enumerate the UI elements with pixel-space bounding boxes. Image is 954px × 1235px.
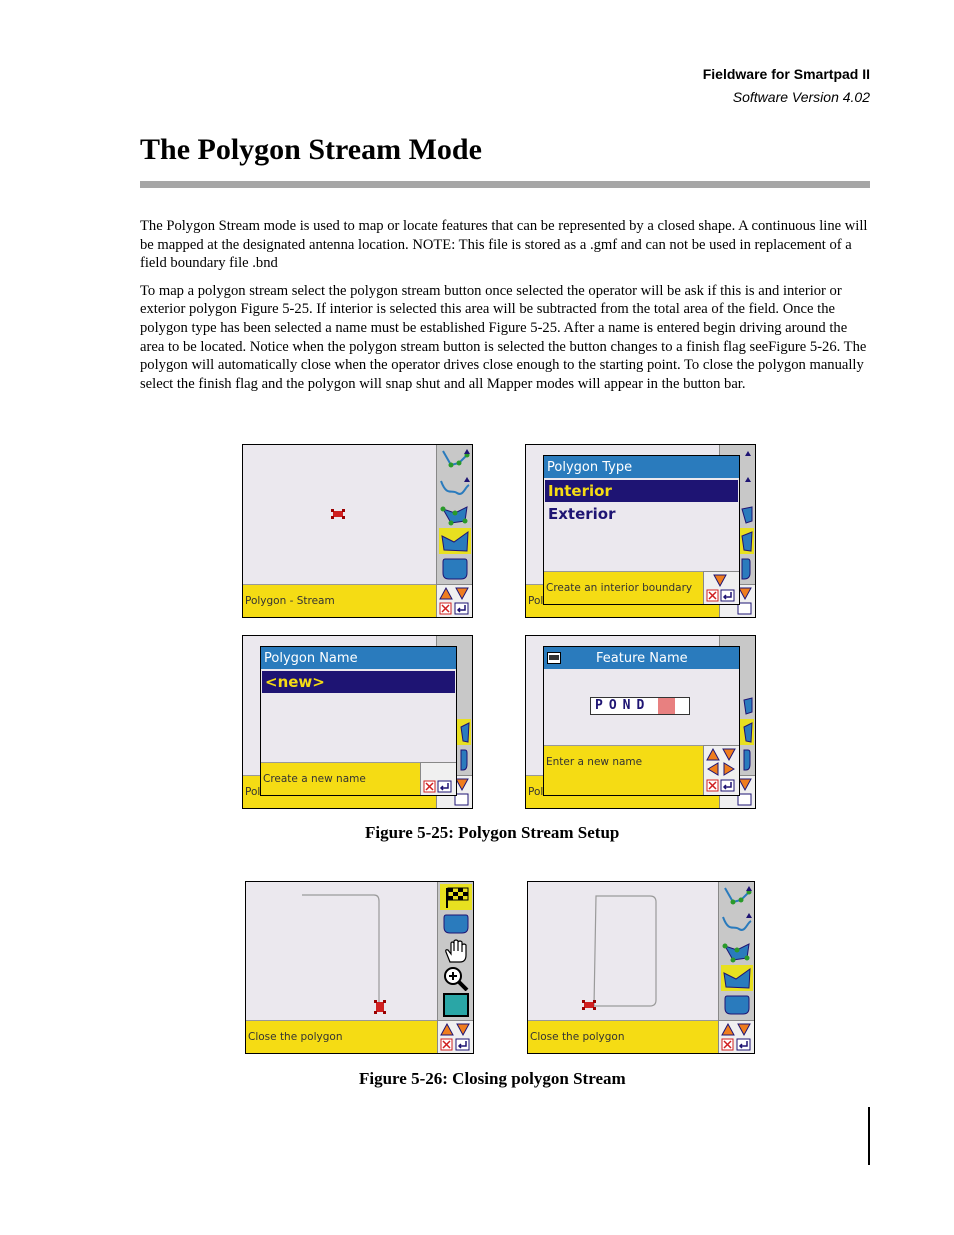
feature-name-input[interactable] [590, 697, 690, 715]
control-arrows-icon[interactable] [438, 1021, 474, 1054]
zoom-button[interactable] [440, 965, 472, 991]
control-pad [436, 584, 472, 617]
pan-button[interactable] [440, 938, 472, 964]
dialog-control-pad [703, 745, 739, 795]
stream-path [246, 882, 438, 1022]
control-pad [718, 1020, 754, 1053]
polygon-stream-button[interactable] [721, 965, 753, 991]
line-points-icon [721, 884, 753, 910]
control-arrows-icon[interactable] [704, 572, 740, 605]
finish-flag-button[interactable] [440, 884, 472, 910]
screen-polygon-name [242, 635, 473, 809]
polygon-points-button[interactable] [721, 938, 753, 964]
line-mode-button[interactable] [439, 447, 471, 473]
polygon-stream-icon [439, 528, 471, 554]
keyboard-icon[interactable] [547, 652, 561, 664]
closed-polygon-path [528, 882, 720, 1022]
dialog-control-pad [703, 571, 739, 604]
feature-name-value: POND [595, 698, 651, 713]
control-arrows-icon[interactable] [704, 746, 740, 796]
line-stream-icon [439, 475, 471, 501]
paragraph-2: To map a polygon stream select the polygon stream button once selected the operator will be ask if this is and interior or exterior polygon Figure 5-25. If interior is selected this area will be subtracted from the total area of the field. Once the polygon type has been selected a name must be established Figure 5-25. After a name is entered begin driving around the area to be located. Notice when the polygon stream button is selected the button changes to a finish flag seeFigure 5-26. The polygon will automatically close when the operator drives close enough to the starting point. To close the polygon manually select the finish flag and the polygon will snap shut and all Mapper modes will appear in the button bar. [140, 282, 867, 392]
change-bar [868, 1107, 870, 1165]
dialog-status: Create an interior boundary [544, 571, 706, 604]
zoom-icon [440, 965, 472, 991]
polygon-stream-button[interactable] [439, 528, 471, 554]
screen-polygon-stream [242, 444, 473, 618]
mode-toolbar [718, 882, 754, 1021]
tractor-icon [582, 1000, 596, 1010]
line-stream-button[interactable] [721, 911, 753, 937]
line-points-icon [439, 447, 471, 473]
figure-25-caption: Figure 5-25: Polygon Stream Setup [365, 823, 620, 842]
boundary-button[interactable] [439, 555, 471, 581]
page-title: The Polygon Stream Mode [140, 133, 482, 166]
dialog-title: Polygon Name [261, 647, 456, 669]
polygon-points-icon [439, 501, 471, 527]
boundary-button[interactable] [440, 911, 472, 937]
polygon-points-icon [721, 938, 753, 964]
header-product: Fieldware for Smartpad II [702, 66, 870, 82]
polygon-points-button[interactable] [439, 501, 471, 527]
title-rule [140, 181, 870, 188]
polygon-stream-icon [721, 965, 753, 991]
polygon-type-dialog [543, 455, 740, 605]
screen-feature-name [525, 635, 756, 809]
control-arrows-icon[interactable] [719, 1021, 755, 1054]
control-arrows-icon[interactable] [437, 585, 473, 618]
layer-button[interactable] [440, 992, 472, 1018]
dialog-status: Create a new name [261, 762, 423, 795]
header-version: Software Version 4.02 [732, 89, 870, 105]
screen-polygon-closed [527, 881, 755, 1054]
mode-toolbar [436, 445, 472, 585]
option-exterior[interactable]: Exterior [548, 505, 616, 523]
screen-closing-stream [245, 881, 474, 1054]
line-stream-button[interactable] [439, 475, 471, 501]
behind-status-bar: Pol [526, 584, 720, 617]
status-bar: Close the polygon [528, 1020, 719, 1053]
body-text [140, 217, 870, 402]
line-stream-icon [721, 911, 753, 937]
option-new[interactable]: <new> [262, 671, 455, 693]
tractor-icon [374, 1000, 386, 1014]
tractor-icon [331, 509, 345, 519]
hand-icon [440, 938, 472, 964]
status-bar: Polygon - Stream [243, 584, 437, 617]
dialog-status: Enter a new name [544, 745, 706, 795]
dialog-title: Feature Name [544, 647, 739, 669]
feature-name-dialog [543, 646, 740, 796]
status-bar: Close the polygon [246, 1020, 438, 1053]
boundary-button[interactable] [721, 992, 753, 1018]
control-pad [437, 1020, 473, 1053]
paragraph-1: The Polygon Stream mode is used to map or locate features that can be represented by a closed shape. A continuous line will be mapped at the designated antenna location. NOTE: This file is stored as a .gmf and can not be used in replacement of a field boundary file .bnd [140, 218, 868, 272]
boundary-icon [440, 911, 472, 937]
figure-26-caption: Figure 5-26: Closing polygon Stream [359, 1069, 626, 1088]
finish-flag-icon [440, 884, 472, 910]
polygon-name-dialog [260, 646, 457, 796]
teal-square-icon [440, 992, 472, 1018]
boundary-icon [439, 555, 471, 581]
control-arrows-icon[interactable] [421, 763, 457, 796]
mode-toolbar [437, 882, 473, 1021]
behind-status-bar: Pol [243, 775, 437, 808]
boundary-icon [721, 992, 753, 1018]
line-mode-button[interactable] [721, 884, 753, 910]
screen-polygon-type [525, 444, 756, 618]
option-interior[interactable]: Interior [545, 480, 738, 502]
dialog-control-pad [420, 762, 456, 795]
behind-status-bar: Pol [526, 775, 720, 808]
dialog-title: Polygon Type [544, 456, 739, 478]
text-cursor [658, 698, 675, 714]
